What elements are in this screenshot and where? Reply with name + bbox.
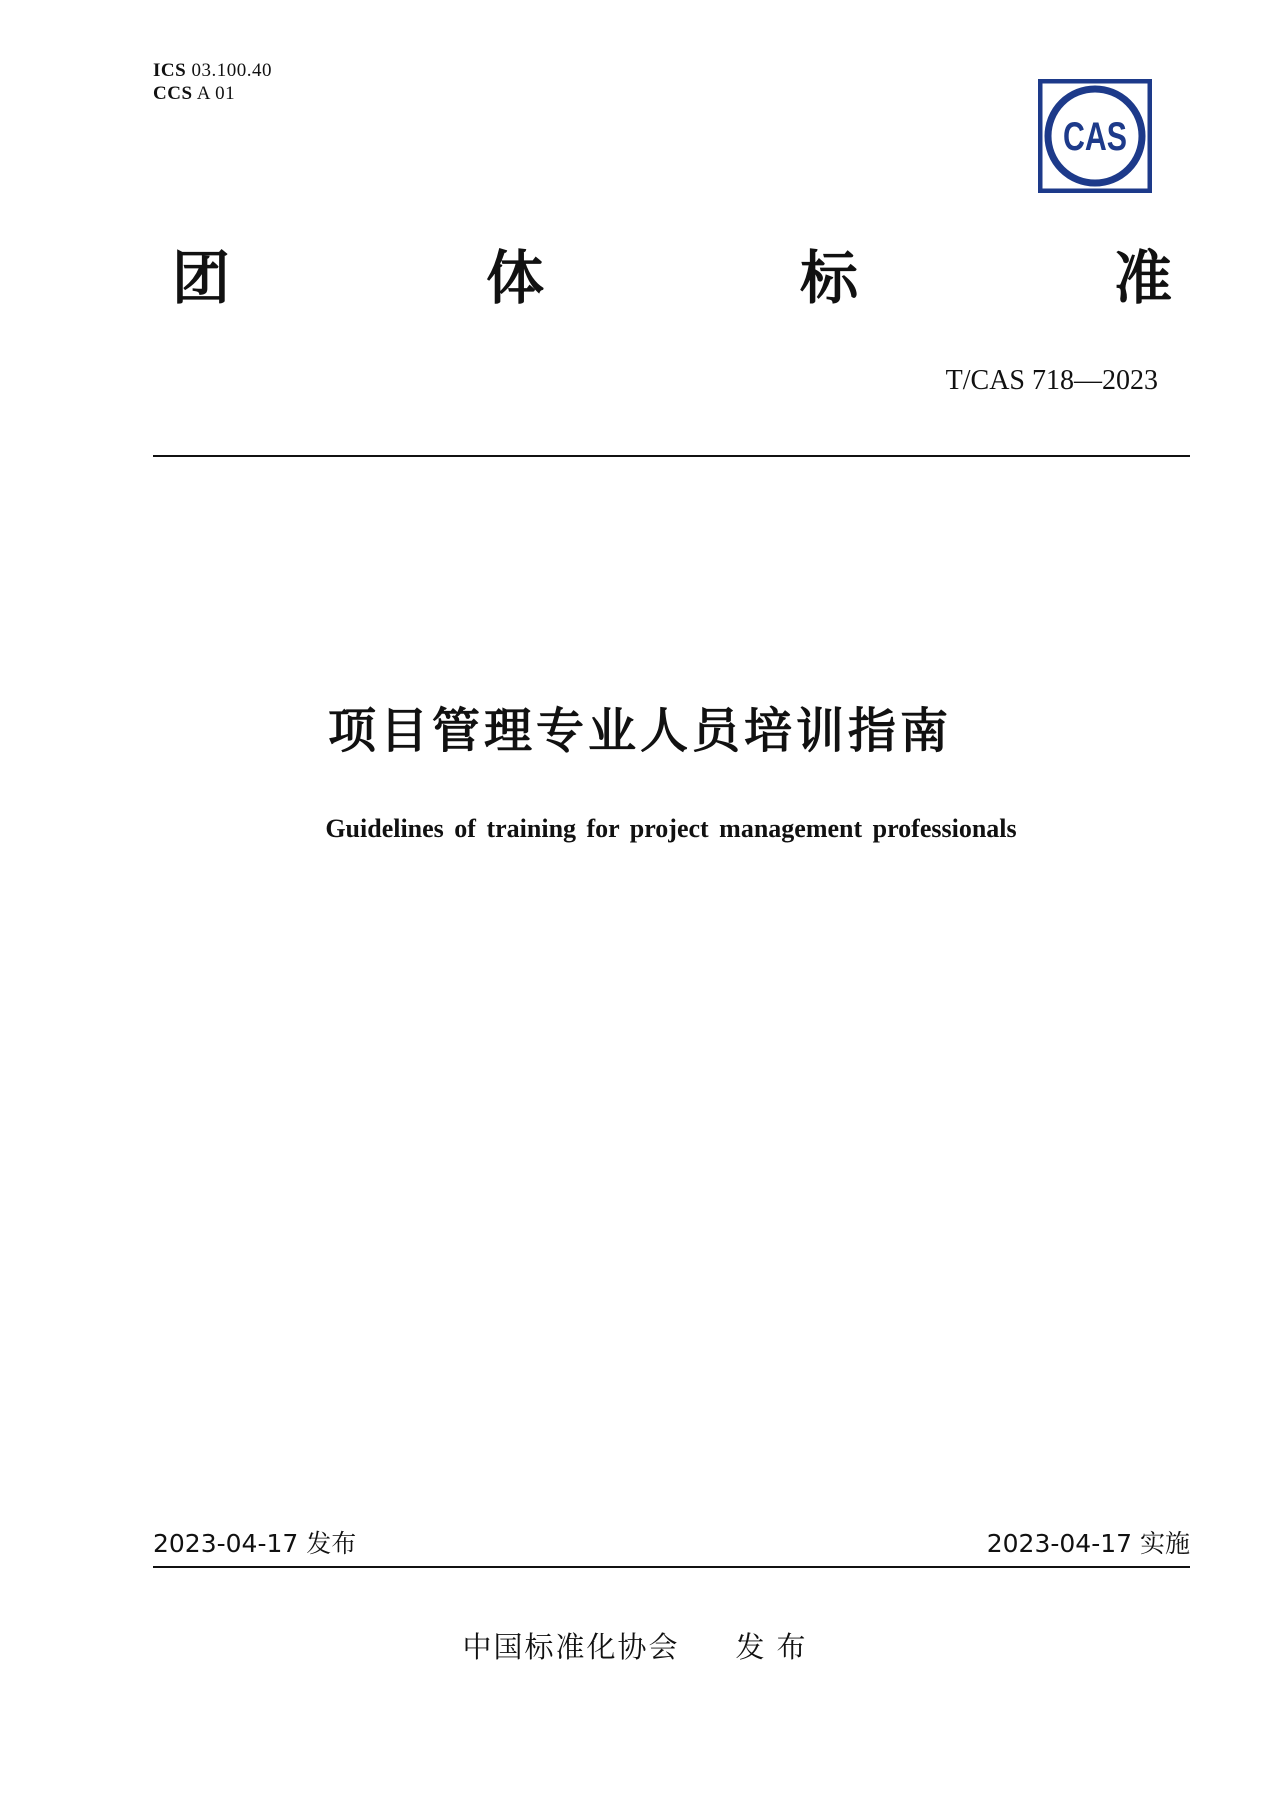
- title-chinese: 项目管理专业人员培训指南: [327, 703, 952, 759]
- standard-type-char: 团: [172, 244, 231, 312]
- ics-code: [153, 60, 272, 82]
- cas-logo: [1038, 79, 1152, 193]
- standard-type-char: 标: [799, 244, 858, 312]
- ics-label: ICS: [153, 60, 187, 81]
- ccs-value: A 01: [196, 83, 236, 104]
- ccs-code: [153, 83, 235, 105]
- ics-value: 03.100.40: [191, 60, 272, 81]
- issuer-action: 发布: [735, 1630, 818, 1664]
- standard-type-char: 准: [1113, 244, 1172, 312]
- ccs-label: CCS: [153, 83, 193, 104]
- issuer-name: 中国标准化协会: [462, 1630, 680, 1664]
- standard-type: [172, 243, 1172, 313]
- implementation-date: 2023-04-17 实施: [986, 1529, 1190, 1558]
- title-english: Guidelines of training for project management professionals: [325, 814, 1017, 843]
- bottom-divider: [153, 1566, 1190, 1568]
- standard-type-char: 体: [485, 244, 544, 312]
- issue-date: 2023-04-17 发布: [153, 1529, 357, 1558]
- issuer: [0, 1628, 1280, 1666]
- top-divider: [153, 455, 1190, 457]
- standard-number: T/CAS 718—2023: [945, 365, 1158, 396]
- logo-text: CAS: [1063, 115, 1127, 159]
